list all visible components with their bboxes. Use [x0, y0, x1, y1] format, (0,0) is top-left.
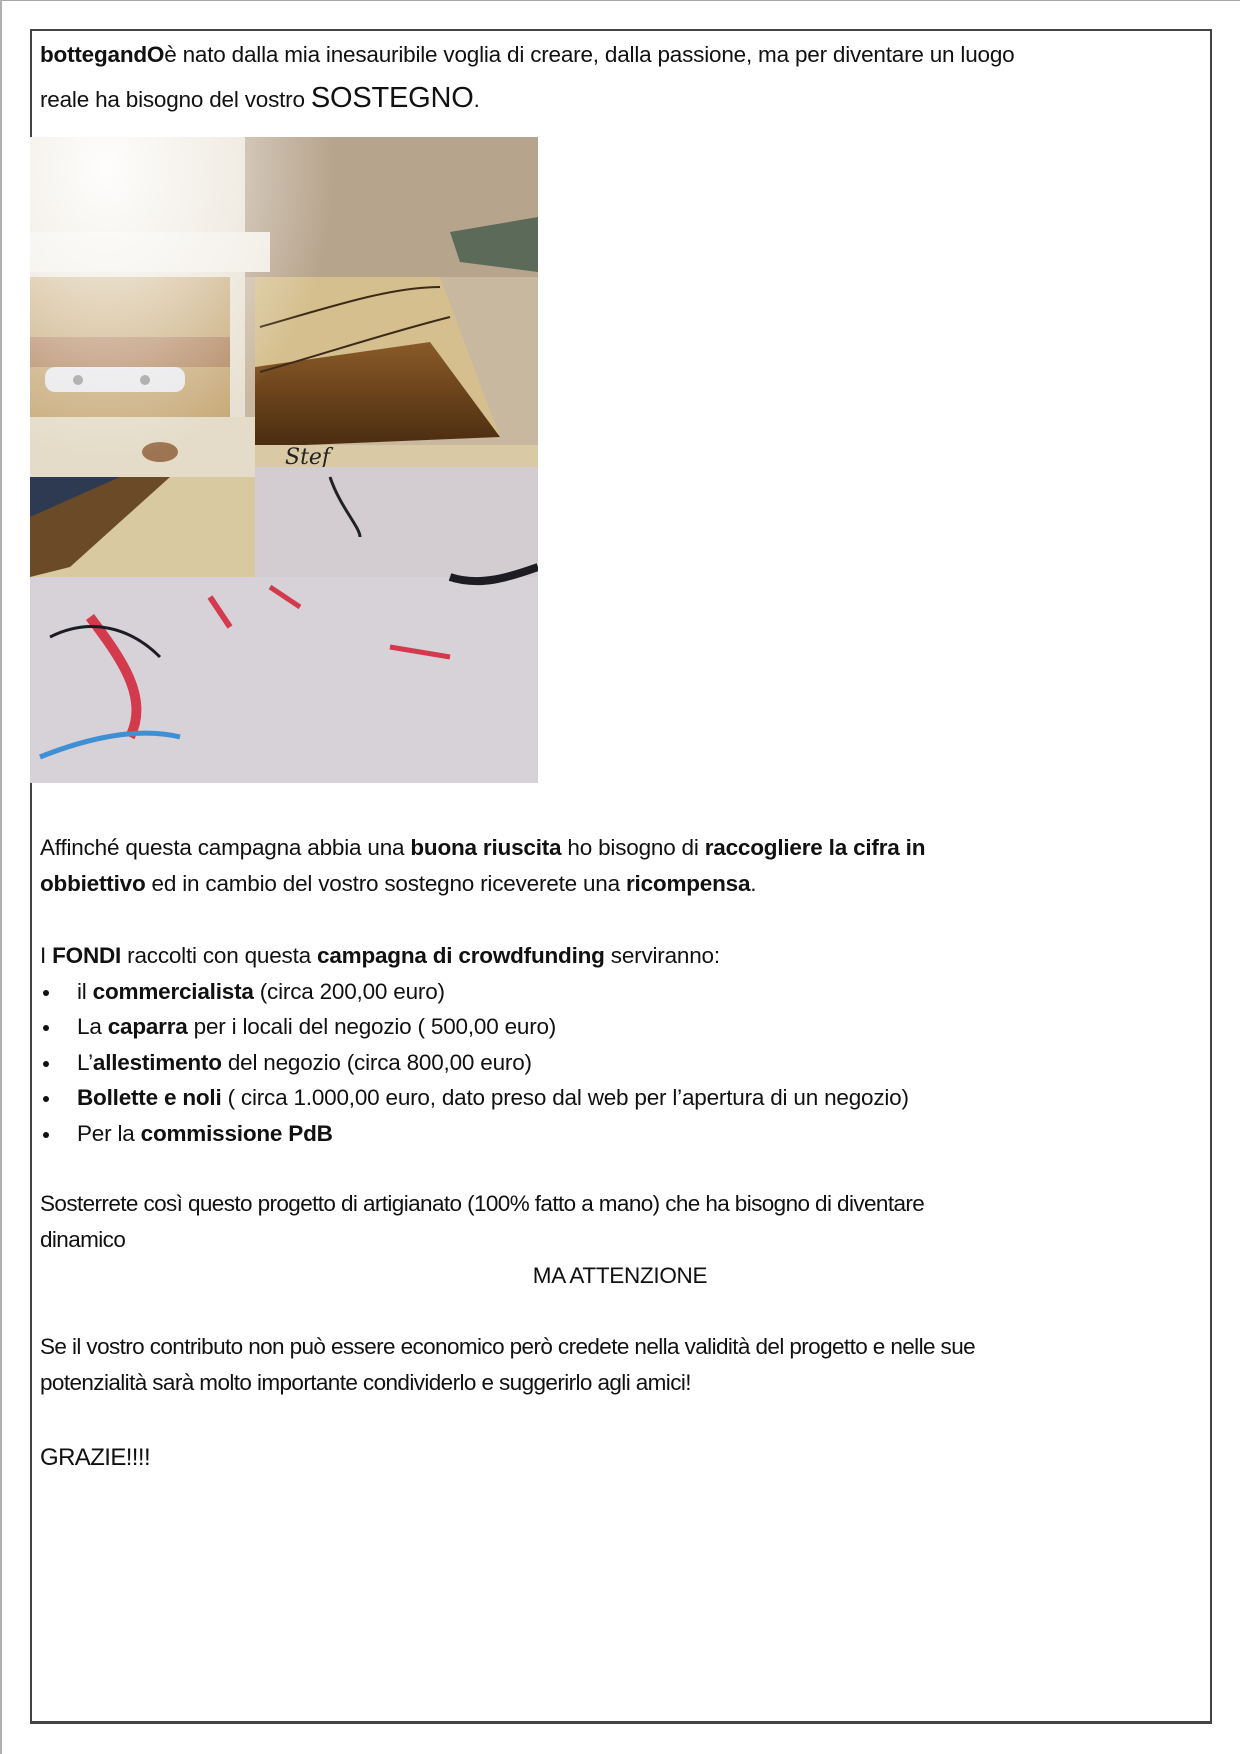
intro-line-1-text: è nato dalla mia inesauribile voglia di creare, dalla passione, ma per diventare un luogo	[164, 42, 1015, 67]
funds-text: raccolti con questa	[121, 943, 318, 968]
campaign-emphasis: raccogliere la cifra in	[704, 835, 926, 860]
campaign-line-1	[40, 835, 925, 861]
brand-name: bottegandO	[40, 42, 165, 67]
bullet-icon	[43, 1025, 49, 1031]
campaign-line-2	[40, 871, 756, 897]
bullet-icon	[43, 1061, 49, 1067]
bullet-icon	[43, 1132, 49, 1138]
frame-border-bottom	[30, 1721, 1212, 1724]
support-line-2: dinamico	[40, 1227, 126, 1252]
campaign-emphasis: buona riuscita	[410, 835, 562, 860]
campaign-text: ho bisogno di	[561, 835, 705, 860]
thanks-text: GRAZIE!!!!	[40, 1444, 151, 1471]
list-item-text: il commercialista (circa 200,00 euro)	[77, 979, 445, 1004]
bullet-icon	[43, 1096, 49, 1102]
campaign-emphasis: obbiettivo	[40, 871, 146, 896]
support-line-1: Sosterrete così questo progetto di artigianato (100% fatto a mano) che ha bisogno di diventare	[40, 1191, 925, 1216]
workshop-photo	[30, 137, 538, 783]
frame-border-top	[30, 29, 1212, 31]
funds-text: I	[40, 943, 53, 968]
list-item-text: Per la commissione PdB	[77, 1121, 333, 1146]
bullet-icon	[43, 990, 49, 996]
campaign-emphasis: ricompensa	[625, 871, 751, 896]
page-edge-top	[0, 0, 1240, 1]
list-item-text: La caparra per i locali del negozio ( 500,00 euro)	[77, 1014, 557, 1039]
list-item-text: Bollette e noli ( circa 1.000,00 euro, dato preso dal web per l’apertura di un negozio)	[77, 1085, 909, 1110]
attention-heading: MA ATTENZIONE	[532, 1263, 708, 1288]
share-line-2: potenzialità sarà molto importante condividerlo e suggerirlo agli amici!	[40, 1370, 691, 1395]
funds-emphasis: campagna di crowdfunding	[317, 943, 605, 968]
list-item-text: L’allestimento del negozio (circa 800,00 euro)	[77, 1050, 532, 1075]
intro-period: .	[473, 87, 480, 112]
share-line-1: Se il vostro contributo non può essere economico però credete nella validità del progetto e nelle sue	[40, 1334, 976, 1359]
sostegno-emphasis: SOSTEGNO	[310, 82, 474, 114]
funds-emphasis: FONDI	[52, 943, 122, 968]
intro-line-2-text: reale ha bisogno del vostro	[40, 87, 311, 112]
campaign-text: Affinché questa campagna abbia una	[40, 835, 411, 860]
frame-border-right	[1210, 29, 1212, 1724]
campaign-text: ed in cambio del vostro sostegno riceverete una	[145, 871, 626, 896]
frame-border-left-lower	[30, 783, 32, 1724]
workshop-photo-illustration	[30, 137, 538, 783]
funds-intro	[40, 943, 720, 969]
funds-text: serviranno:	[604, 943, 720, 968]
frame-border-left-upper	[30, 29, 32, 137]
page-edge-left	[0, 0, 2, 1754]
intro-line-1	[40, 42, 1014, 68]
intro-line-2	[40, 82, 480, 115]
campaign-text: .	[750, 871, 757, 896]
